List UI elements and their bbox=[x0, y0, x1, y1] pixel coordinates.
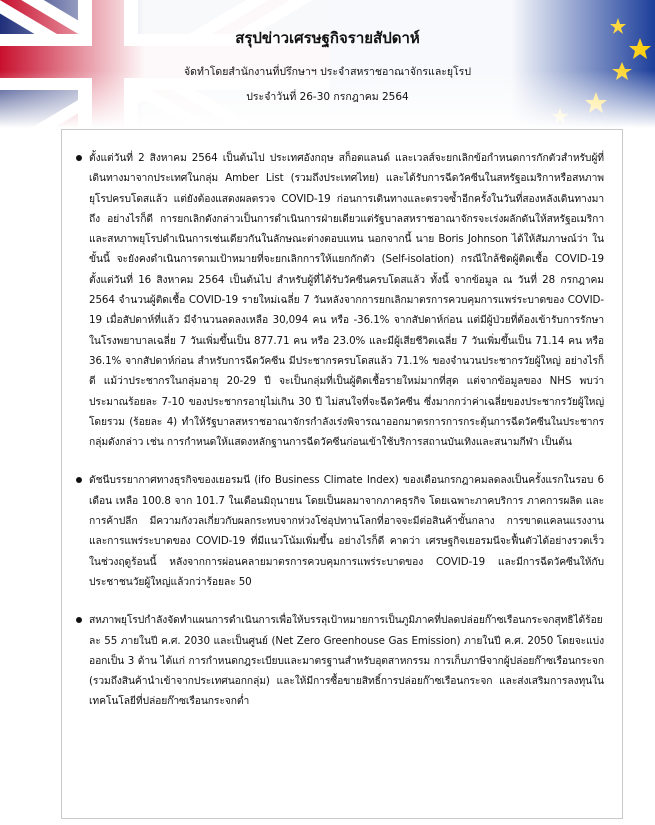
bullet-icon bbox=[76, 617, 82, 623]
page-title: สรุปข่าวเศรษฐกิจรายสัปดาห์ bbox=[235, 29, 420, 47]
header-banner bbox=[0, 0, 655, 128]
news-item-germany-ifo bbox=[62, 470, 604, 592]
page-subtitle: จัดทำโดยสำนักงานที่ปรึกษาฯ ประจำสหราชอาณาจักรและยุโรป bbox=[184, 66, 471, 78]
page-date: ประจำวันที่ 26-30 กรกฎาคม 2564 bbox=[246, 91, 409, 103]
bullet-icon bbox=[76, 477, 82, 483]
news-item-text: สหภาพยุโรปกำลังจัดทำแผนการดำเนินการเพื่อให้บรรลุเป้าหมายการเป็นภูมิภาคที่ปลดปล่อยก๊าซเรือนกระจกสุทธิได้ร้อยละ 55 ภายในปี ค.ศ. 2030 และเป็นศูนย์ (Net Zero Greenhouse Gas Emission) ภายในปี ค.ศ. 2050 โดยจะแบ่งออกเป็น 3 ด้าน ได้แก่ การกำหนดกฎระเบียบและมาตรฐานสำหรับอุตสาหกรรม การเก็บภาษีจากผู้ปล่อยก๊าซเรือนกระจก (รวมถึงสินค้านำเข้าจากประเทศนอกกลุ่ม) และให้มีการซื้อขายสิทธิ์การปล่อยก๊าซเรือนกระจก และส่งเสริมการลงทุนในเทคโนโลยีที่ปล่อยก๊าซเรือนกระจกต่ำ bbox=[89, 614, 604, 708]
news-item-eu-climate bbox=[62, 610, 604, 711]
bullet-icon bbox=[76, 155, 82, 161]
news-item-text: ดัชนีบรรยากาศทางธุรกิจของเยอรมนี (ifo Business Climate Index) ของเดือนกรกฎาคมลดลงเป็นครั้งแรกในรอบ 6 เดือน เหลือ 100.8 จาก 101.7 ในเดือนมิถุนายน โดยเป็นผลมาจากภาคธุรกิจ โดยเฉพาะภาคบริการ ภาคการผลิต และการค้าปลีก มีความกังวลเกี่ยวกับผลกระทบจากห่วงโซ่อุปทานโลกที่อาจจะมีต่อสินค้าขั้นกลาง การขาดแคลนแรงงาน และการแพร่ระบาดของ COVID-19 ที่มีแนวโน้มเพิ่มขึ้น อย่างไรก็ดี คาดว่า เศรษฐกิจเยอรมนีจะฟื้นตัวได้อย่างรวดเร็วในช่วงฤดูร้อนนี้ หลังจากการผ่อนคลายมาตรการควบคุมการแพร่ระบาดของ COVID-19 และมีการฉีดวัคซีนให้กับประชาชนวัยผู้ใหญ่แล้วกว่าร้อยละ 50 bbox=[89, 474, 604, 588]
news-content-box bbox=[61, 129, 623, 819]
news-list bbox=[62, 130, 622, 712]
news-item-uk-travel bbox=[62, 148, 604, 452]
news-item-text: ตั้งแต่วันที่ 2 สิงหาคม 2564 เป็นต้นไป ประเทศอังกฤษ สก็อตแลนด์ และเวลส์จะยกเลิกข้อกำหนดการกักตัวสำหรับผู้ที่เดินทางมาจากประเทศในกลุ่ม Amber List (รวมถึงประเทศไทย) และได้รับการฉีดวัคซีนในสหรัฐอเมริกาหรือสหภาพยุโรปครบโดสแล้ว แต่ยังต้องแสดงผลตรวจ COVID-19 ก่อนการเดินทางและตรวจซ้ำอีกครั้งในวันที่สองหลังเดินทางมาถึง อย่างไรก็ดี การยกเลิกดังกล่าวเป็นการดำเนินการฝ่ายเดียวแต่รัฐบาลสหราชอาณาจักรจะเร่งผลักดันให้สหรัฐอเมริกาและสหภาพยุโรปดำเนินการเช่นเดียวกันในลักษณะต่างตอบแทน นอกจากนี้ นาย Boris Johnson ได้ให้สัมภาษณ์ว่า ในขั้นนี้ จะยังคงดำเนินการตามเป้าหมายที่จะยกเลิกการให้แยกกักตัว (Self-isolation) กรณีใกล้ชิดผู้ติดเชื้อ COVID-19 ตั้งแต่วันที่ 16 สิงหาคม 2564 เป็นต้นไป สำหรับผู้ที่ได้รับวัคซีนครบโดสแล้ว ทั้งนี้ จากข้อมูล ณ วันที่ 28 กรกฎาคม 2564 จำนวนผู้ติดเชื้อ COVID-19 รายใหม่เฉลี่ย 7 วันหลังจากการยกเลิกมาตรการควบคุมการแพร่ระบาดของ COVID-19 เมื่อสัปดาห์ที่แล้ว มีจำนวนลดลงเหลือ 30,094 คน หรือ -36.1% จากสัปดาห์ก่อน แต่มีผู้ป่วยที่ต้องเข้ารับการรักษาในโรงพยาบาลเฉลี่ย 7 วันเพิ่มขึ้นเป็น 877.71 คน หรือ 23.0% และมีผู้เสียชีวิตเฉลี่ย 7 วันเพิ่มขึ้นเป็น 71.14 คน หรือ 36.1% จากสัปดาห์ก่อน สำหรับการฉีดวัคซีน มีประชากรครบโดสแล้ว 71.1% ของจำนวนประชากรวัยผู้ใหญ่ อย่างไรก็ดี แม้ว่าประชากรในกลุ่มอายุ 20-29 ปี จะเป็นกลุ่มที่เป็นผู้ติดเชื้อรายใหม่มากที่สุด แต่จากข้อมูลของ NHS พบว่า ประมาณร้อยละ 7-10 ของประชากรอายุไม่เกิน 30 ปี ไม่สนใจที่จะฉีดวัคซีน ซึ่งมากกว่าค่าเฉลี่ยของประชากรวัยผู้ใหญ่โดยรวม (ร้อยละ 4) ทำให้รัฐบาลสหราชอาณาจักรกำลังเร่งพิจารณาออกมาตรการการกระตุ้นการฉีดวัคซีนในประชากรกลุ่มดังกล่าว เช่น การกำหนดให้แสดงหลักฐานการฉีดวัคซีนก่อนเข้าใช้บริการสถานบันเทิงและสนามกีฬา เป็นต้น bbox=[89, 152, 604, 449]
